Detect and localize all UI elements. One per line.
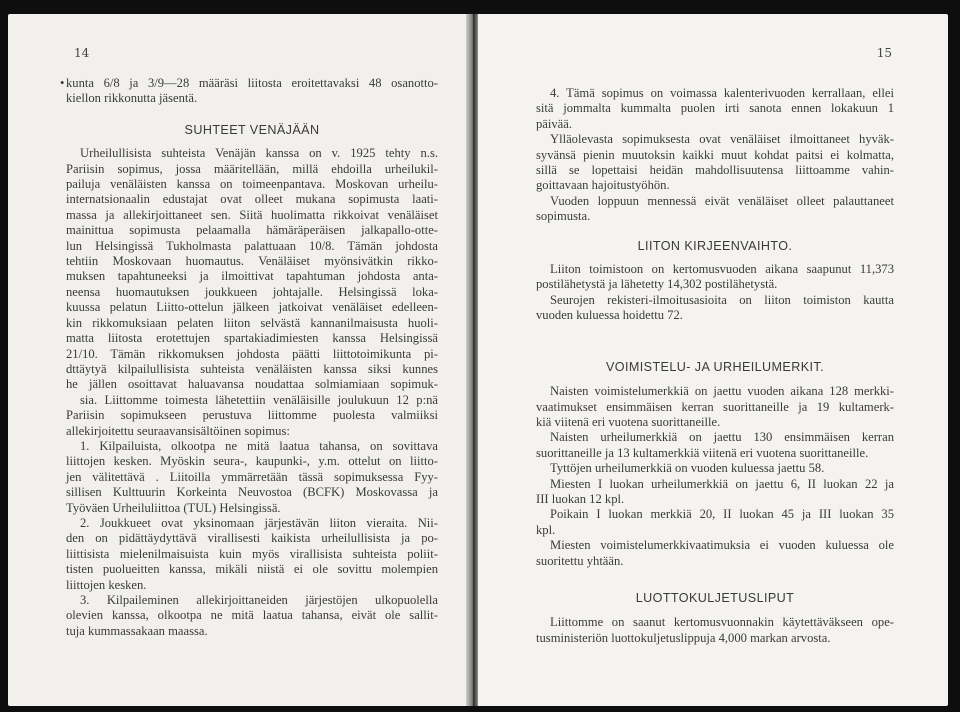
text-line: Poikain I luokan merkkiä 20, II luokan 45 ja III luokan 35 bbox=[550, 507, 894, 522]
text-line: kin rikkomuksiaan pelaten liiton selvästä kannanilmaisusta huoli- bbox=[66, 315, 438, 330]
text-line: Liiton toimistoon on kertomusvuoden aikana saapunut 11,373 bbox=[550, 262, 894, 277]
text-line: mainittua sopimusta pelaamalla hämäräperäisen jalkapallo-otte- bbox=[66, 223, 438, 238]
text-line: Pariisin sopimus, jossa määritellään, millä ehdoilla urheilukil- bbox=[66, 161, 438, 176]
intro-paragraph bbox=[60, 76, 438, 107]
page-number-left: 14 bbox=[74, 46, 90, 60]
text-line: Työväen Urheiluliittoa (TUL) Helsingissä. bbox=[66, 500, 281, 515]
text-line: liittojen kesken. Myöskin seura-, kaupunki-, y.m. ottelut on liitto- bbox=[66, 454, 438, 469]
text-line: vaatimukset ensimmäisen kerran suorittaneille ja 19 kultamerk- bbox=[536, 399, 894, 414]
text-line: III luokan 12 kpl. bbox=[536, 491, 625, 506]
text-line: kunta 6/8 ja 3/9—28 määräsi liitosta eroitettavaksi 48 osanotto- bbox=[66, 76, 438, 90]
text-line: Liittomme on saanut kertomusvuonnakin käytettäväkseen ope- bbox=[550, 615, 894, 630]
text-line: internatsionaalin edustajat ovat olleet mukana sopimusta laati- bbox=[66, 192, 438, 207]
text-line: Tyttöjen urheilumerkkiä on vuoden kuluessa jaettu 58. bbox=[550, 461, 825, 476]
text-line: postilähetystä ja lähetetty 14,302 postilähetystä. bbox=[536, 277, 778, 292]
text-line: sitä jommalta kummalta puolen irti sanota ennen lokakuun 1 bbox=[536, 101, 894, 116]
text-line: päivää. bbox=[536, 116, 573, 131]
text-line: tehtiin Moskovaan huomautus. Venäläiset myönsivätkin rikko- bbox=[66, 254, 438, 269]
right-page bbox=[478, 14, 948, 706]
page-number-right: 15 bbox=[876, 46, 892, 60]
heading-suhteet-venajaan: SUHTEET VENÄJÄÄN bbox=[184, 122, 320, 137]
text-line: sillisen Kulttuurin Korkeinta Neuvostoa (BCFK) Moskovassa ja bbox=[66, 485, 438, 500]
text-line: matta liitosta erotettujen spartakiadimiesten kanssa Helsingissä bbox=[66, 331, 438, 346]
text-line: liittisista mielenilmaisuista kuin myös virallisista suhteista poliit- bbox=[66, 546, 438, 561]
text-line: tisten puolueitten kanssa, mikäli niistä ei ole sovittu molempien bbox=[66, 562, 438, 577]
text-line: Miesten voimistelumerkkivaatimuksia ei vuoden kuluessa ole bbox=[550, 538, 894, 553]
text-line: liittojen kesken. bbox=[66, 577, 147, 592]
badges-text bbox=[536, 384, 894, 569]
text-line: Miesten I luokan urheilumerkkiä on jaettu 6, II luokan 22 ja bbox=[550, 476, 894, 491]
text-line: 4. Tämä sopimus on voimassa kalenterivuoden kerrallaan, ellei bbox=[550, 86, 894, 100]
text-line: Seurojen rekisteri-ilmoitusasioita on liiton toimiston kautta bbox=[550, 292, 894, 307]
text-line: Vuoden loppuun mennessä eivät venäläiset olleet palauttaneet bbox=[550, 193, 894, 208]
text-line: Pariisin sopimukseen perustuva liittomme puolesta valmiiksi bbox=[66, 408, 438, 423]
heading-voimistelu-urheilumerkit: VOIMISTELU- JA URHEILUMERKIT. bbox=[605, 359, 825, 374]
text-line: he jällen osoittavat haluavansa noudattaa solmiamiaan sopimuk- bbox=[66, 377, 438, 392]
left-page-text bbox=[60, 76, 438, 639]
text-line: 2. Joukkueet ovat yksinomaan järjestävän liiton vieraita. Nii- bbox=[80, 515, 438, 530]
text-line: kuussa pelatun Liitto-ottelun jälkeen jatkoivat venäläiset edelleen- bbox=[66, 300, 438, 315]
text-line: pailuja venäläisten kanssa on toimeenpantava. Moskovan urheilu- bbox=[66, 177, 438, 192]
text-line: massa ja allekirjoittaneet sen. Siitä huolimatta rikkoivat venäläiset bbox=[66, 207, 438, 222]
left-body-text bbox=[66, 146, 438, 639]
text-line: kpl. bbox=[536, 522, 556, 537]
text-line: suorittaneille ja 13 kultamerkkiä viitenä eri vuotena suorittaneille. bbox=[536, 445, 869, 460]
bullet-mark: • bbox=[60, 76, 65, 90]
text-line: tusministeriön luottokuljetuslippuja 4,000 markan arvosta. bbox=[536, 630, 831, 645]
text-line: 21/10. Tämän rikkomuksen johdosta päätti liittotoimikunta pi- bbox=[66, 346, 438, 361]
text-line: Naisten voimistelumerkkiä on jaettu vuoden aikana 128 merkki- bbox=[550, 384, 894, 399]
text-line: lun Helsingissä Tukholmasta palattuaan 10/8. Tämän johdosta bbox=[66, 238, 438, 253]
text-line: muksen tapahtuneeksi ja ilmoittivat tapahtuman johdosta anta- bbox=[66, 269, 438, 284]
correspondence-text bbox=[536, 262, 894, 324]
text-line: syvänsä pienin muutoksin kaikki muut kohdat paitsi ei kolmatta, bbox=[536, 147, 894, 162]
text-line: vuoden kuluessa hoidettu 72. bbox=[536, 308, 683, 323]
text-line: den on pidättäydyttävä virallisesti kaikista urheilullisista ja po- bbox=[66, 531, 438, 546]
intro-lines bbox=[66, 76, 438, 107]
text-line: 3. Kilpaileminen allekirjoittaneiden järjestöjen ulkopuolella bbox=[80, 593, 438, 607]
text-line: kiä viitenä eri vuotena suorittaneille. bbox=[536, 414, 721, 429]
agreement-continuation bbox=[536, 86, 894, 225]
text-line: jen välitettävä . Liitoilla ymmärretään tässä sopimuksessa Fyy- bbox=[66, 469, 438, 484]
text-line: sia. Liittomme toimesta lähetettiin venäläisille joulukuun 12 p:nä bbox=[80, 392, 438, 407]
text-line: dttäytyä kilpailullisista suhteista venäläisten kanssa siksi kunnes bbox=[66, 361, 438, 376]
text-line: 1. Kilpailuista, olkootpa ne mitä laatua tahansa, on sovittava bbox=[80, 438, 438, 453]
text-line: Ylläolevasta sopimuksesta ovat venäläiset ilmoittaneet hyväk- bbox=[550, 132, 894, 147]
text-line: kiellon rikkonutta jäsentä. bbox=[66, 91, 198, 106]
heading-liiton-kirjeenvaihto: LIITON KIRJEENVAIHTO. bbox=[637, 238, 793, 253]
heading-luottokuljetusliput: LUOTTOKULJETUSLIPUT bbox=[635, 590, 795, 605]
credit-tickets-text bbox=[536, 615, 894, 646]
text-line: sopimusta. bbox=[536, 209, 591, 224]
text-line: tuja kummassakaan maassa. bbox=[66, 623, 208, 638]
right-page-text bbox=[536, 86, 894, 646]
text-line: allekirjoitettu seuraavansisältöinen sopimus: bbox=[66, 423, 290, 438]
text-line: suoritettu yhtään. bbox=[536, 553, 624, 568]
text-line: goittavaan hajoitustyöhön. bbox=[536, 178, 670, 193]
text-line: Urheilullisista suhteista Venäjän kanssa on v. 1925 tehty n.s. bbox=[80, 146, 438, 161]
text-line: Naisten urheilumerkkiä on jaettu 130 ensimmäisen kerran bbox=[550, 430, 894, 445]
left-page bbox=[8, 14, 468, 706]
text-line: olevien kanssa, olkootpa ne mitä laatua tahansa, eivät ole sallit- bbox=[66, 608, 438, 623]
text-line: neensa huomautuksen joukkueen johtajalle. Helsingissä loka- bbox=[66, 284, 438, 299]
text-line: sillä se lopettaisi heidän mahdollisuutensa liittoamme vahin- bbox=[536, 163, 894, 178]
